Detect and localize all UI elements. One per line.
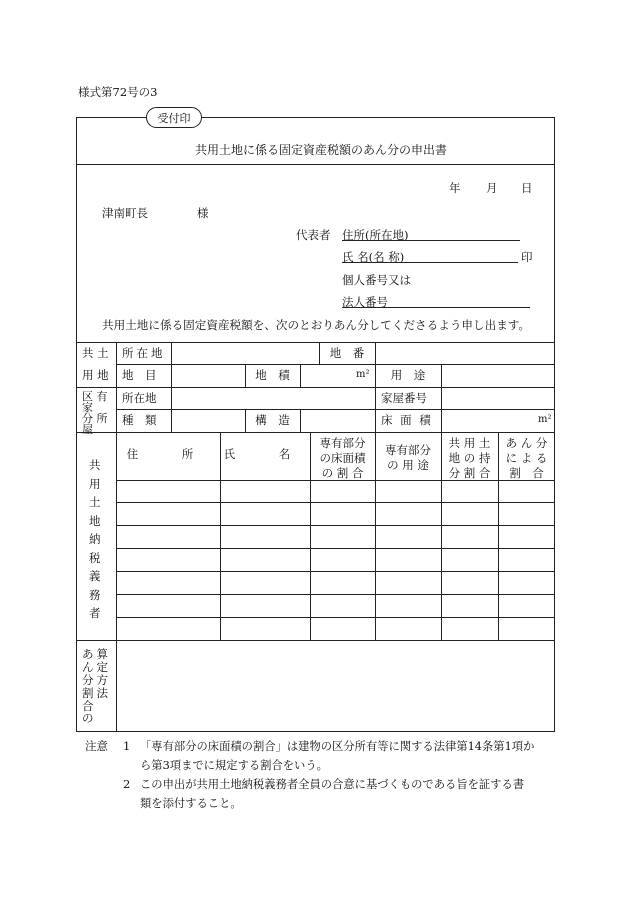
taxpayer-cell-name[interactable] — [223, 596, 308, 616]
land-section-label-1: 共 土 — [82, 346, 109, 360]
taxpayer-cell-name[interactable] — [223, 573, 308, 593]
taxpayer-cell-apportion-ratio[interactable] — [501, 596, 553, 616]
taxpayer-cell-exclusive-use[interactable] — [378, 619, 439, 639]
taxpayer-section-label — [89, 460, 101, 620]
method-label-char: あ — [82, 647, 94, 661]
taxpayer-row-line-5 — [116, 594, 555, 595]
method-label-char: 合 — [82, 698, 94, 713]
header-apportion-ratio-line: 割 合 — [509, 466, 544, 480]
taxpayer-cell-land-share[interactable] — [444, 550, 496, 570]
date-day: 日 — [521, 181, 533, 195]
taxpayer-cell-floor-ratio[interactable] — [313, 573, 373, 593]
header-exclusive-use-line: の 用 途 — [387, 458, 429, 472]
taxpayer-cell-floor-ratio[interactable] — [313, 504, 373, 524]
note-2-line2: 類を添付すること。 — [140, 797, 242, 810]
taxpayer-section-char: 共 — [89, 458, 101, 472]
building-structure-right — [300, 409, 301, 432]
taxpayer-cell-name[interactable] — [223, 527, 308, 547]
note-1-number: 1 — [123, 739, 131, 753]
title-divider — [76, 164, 555, 165]
taxpayer-row-line-2 — [116, 525, 555, 526]
representative-address-label: 住所(所在地) — [342, 228, 409, 242]
note-2-number: 2 — [123, 777, 131, 791]
taxpayer-cell-land-share[interactable] — [444, 596, 496, 616]
header-land-share — [441, 436, 498, 481]
building-section-label-2: 分 所 屋 — [82, 412, 108, 436]
taxpayer-cell-apportion-ratio[interactable] — [501, 573, 553, 593]
header-floor-ratio — [310, 436, 375, 481]
addressee-honorific: 様 — [197, 206, 209, 220]
method-label-char: 分 — [82, 672, 94, 687]
taxpayer-cell-address[interactable] — [119, 550, 218, 570]
taxpayer-row-line-1 — [116, 502, 555, 503]
address-underline — [342, 227, 520, 241]
taxpayer-cell-apportion-ratio[interactable] — [501, 482, 553, 502]
note-1-line1: 「専有部分の床面積の割合」は建物の区分所有等に関する法律第14条第1項か — [140, 740, 535, 753]
taxpayer-cell-apportion-ratio[interactable] — [501, 550, 553, 570]
representative-name-label: 氏 名(名 称) — [342, 250, 405, 264]
header-apportion-ratio-line: に よ る — [505, 451, 548, 465]
taxpayer-col-1 — [220, 432, 221, 640]
taxpayer-cell-name[interactable] — [223, 482, 308, 502]
taxpayer-cell-address[interactable] — [119, 527, 218, 547]
method-label-char: 割 — [82, 685, 94, 700]
taxpayer-cell-name[interactable] — [223, 550, 308, 570]
land-lot-right — [375, 342, 376, 364]
land-use-right — [441, 364, 442, 387]
taxpayer-row-line-3 — [116, 548, 555, 549]
header-exclusive-use-line: 専有部分 — [385, 443, 431, 457]
taxpayer-cell-land-share[interactable] — [444, 619, 496, 639]
land-section-label-2: 用 地 — [82, 368, 109, 382]
header-land-share-line: 共 用 土 — [448, 436, 491, 450]
header-apportion-ratio — [498, 436, 555, 481]
taxpayer-cell-floor-ratio[interactable] — [313, 619, 373, 639]
header-apportion-ratio-line: あ ん 分 — [505, 436, 548, 450]
taxpayer-cell-land-share[interactable] — [444, 482, 496, 502]
form-number: 様式第72号の3 — [78, 85, 158, 99]
building-bottom-line — [76, 432, 555, 433]
stamp-label: 受付印 — [157, 111, 191, 125]
request-text: 共用土地に係る固定資産税額を、次のとおりあん分してくださるよう申し出ます。 — [102, 318, 531, 332]
taxpayer-cell-apportion-ratio[interactable] — [501, 504, 553, 524]
land-area-unit: m² — [356, 369, 370, 380]
taxpayer-cell-name[interactable] — [223, 619, 308, 639]
taxpayer-cell-exclusive-use[interactable] — [378, 573, 439, 593]
header-name: 氏 名 — [223, 447, 307, 461]
taxpayer-cell-address[interactable] — [119, 504, 218, 524]
notes-label: 注意 — [85, 739, 108, 753]
taxpayer-section-char: 義 — [89, 569, 101, 583]
land-location-label: 所在地 — [122, 346, 166, 360]
taxpayer-cell-address[interactable] — [119, 573, 218, 593]
taxpayer-cell-exclusive-use[interactable] — [378, 596, 439, 616]
taxpayer-section-char: 務 — [89, 587, 101, 602]
method-label-char: ん — [82, 659, 94, 674]
building-section-label-1: 区 有 家 — [82, 390, 108, 414]
taxpayer-cell-land-share[interactable] — [444, 573, 496, 593]
header-land-share-line: 地 の 持 — [448, 451, 491, 465]
taxpayer-section-char: 納 — [89, 532, 101, 546]
taxpayer-cell-address[interactable] — [119, 482, 218, 502]
land-use-label: 用 途 — [390, 368, 426, 382]
taxpayer-row-line-4 — [116, 571, 555, 572]
method-label — [82, 648, 108, 725]
taxpayer-section-char: 税 — [89, 550, 101, 565]
method-label-char: 法 — [96, 685, 108, 700]
header-land-share-line: 分 割 合 — [448, 466, 491, 480]
taxpayer-cell-exclusive-use[interactable] — [378, 504, 439, 524]
taxpayer-cell-land-share[interactable] — [444, 527, 496, 547]
land-category-label: 地 目 — [122, 368, 157, 382]
land-bottom-line — [76, 387, 555, 388]
taxpayer-cell-exclusive-use[interactable] — [378, 527, 439, 547]
taxpayer-cell-floor-ratio[interactable] — [313, 550, 373, 570]
method-label-col — [82, 648, 94, 725]
taxpayer-section-char: 土 — [89, 495, 101, 509]
building-floor-right — [441, 409, 442, 432]
taxpayer-cell-address[interactable] — [119, 619, 218, 639]
land-area-right — [300, 364, 301, 387]
building-floor-unit: m² — [538, 414, 552, 425]
method-label-char: 定 — [96, 659, 108, 674]
taxpayer-cell-apportion-ratio[interactable] — [501, 619, 553, 639]
id-label-line1: 個人番号又は — [342, 273, 411, 287]
form-title: 共用土地に係る固定資産税額のあん分の申出書 — [195, 143, 448, 157]
taxpayer-cell-land-share[interactable] — [444, 504, 496, 524]
header-address: 住 所 — [126, 447, 210, 461]
building-house-left — [375, 387, 376, 409]
taxpayer-cell-floor-ratio[interactable] — [313, 527, 373, 547]
taxpayer-cell-exclusive-use[interactable] — [378, 550, 439, 570]
addressee-name: 津南町長 — [102, 206, 148, 220]
taxpayer-row-line-6 — [116, 617, 555, 618]
header-floor-ratio-line: の 割 合 — [321, 466, 364, 480]
section-label-divider — [116, 342, 117, 732]
header-floor-ratio-line: 専有部分 — [319, 436, 366, 450]
building-house-right — [441, 387, 442, 409]
taxpayer-bottom-line — [76, 640, 555, 641]
method-label-char: 算 — [96, 647, 108, 661]
taxpayer-cell-address[interactable] — [119, 596, 218, 616]
taxpayer-section-char: 者 — [89, 606, 101, 620]
method-label-char: 方 — [96, 672, 108, 687]
building-structure-label: 構 造 — [255, 413, 290, 427]
header-exclusive-use — [375, 443, 441, 473]
date-year: 年 — [449, 181, 461, 195]
note-1-line2: ら第3項までに規定する割合をいう。 — [140, 759, 328, 772]
taxpayer-section-char: 用 — [89, 476, 101, 491]
method-label-char: の — [82, 711, 94, 726]
header-floor-ratio-line: の床面積 — [319, 451, 366, 465]
land-building-label-col — [171, 342, 172, 432]
building-row-divider — [116, 409, 555, 410]
representative-label: 代表者 — [296, 228, 331, 242]
table-top-line — [76, 342, 555, 343]
taxpayer-cell-apportion-ratio[interactable] — [501, 527, 553, 547]
building-house-number-label: 家屋番号 — [381, 391, 427, 405]
id-underline — [342, 294, 530, 308]
taxpayer-cell-exclusive-use[interactable] — [378, 482, 439, 502]
method-input[interactable] — [118, 642, 553, 730]
reception-stamp — [146, 107, 202, 128]
building-type-label: 種 類 — [122, 413, 157, 427]
building-floor-left — [375, 409, 376, 432]
id-label-line2: 法人番号 — [342, 295, 388, 309]
taxpayer-section-char: 地 — [89, 513, 101, 528]
taxpayer-cell-floor-ratio[interactable] — [313, 482, 373, 502]
taxpayer-cell-floor-ratio[interactable] — [313, 596, 373, 616]
seal-mark: 印 — [521, 250, 533, 264]
land-row-divider — [116, 364, 555, 365]
date-month: 月 — [486, 181, 498, 195]
land-lot-label: 地 番 — [329, 346, 365, 360]
land-area-label: 地 積 — [255, 368, 290, 382]
building-location-label: 所在地 — [122, 391, 157, 405]
note-2-line1: この申出が共用土地納税義務者全員の合意に基づくものである旨を証する書 — [140, 778, 525, 791]
method-label-col — [97, 648, 109, 725]
building-floor-area-label: 床 面 積 — [381, 413, 433, 427]
name-underline — [342, 249, 518, 263]
taxpayer-cell-name[interactable] — [223, 504, 308, 524]
